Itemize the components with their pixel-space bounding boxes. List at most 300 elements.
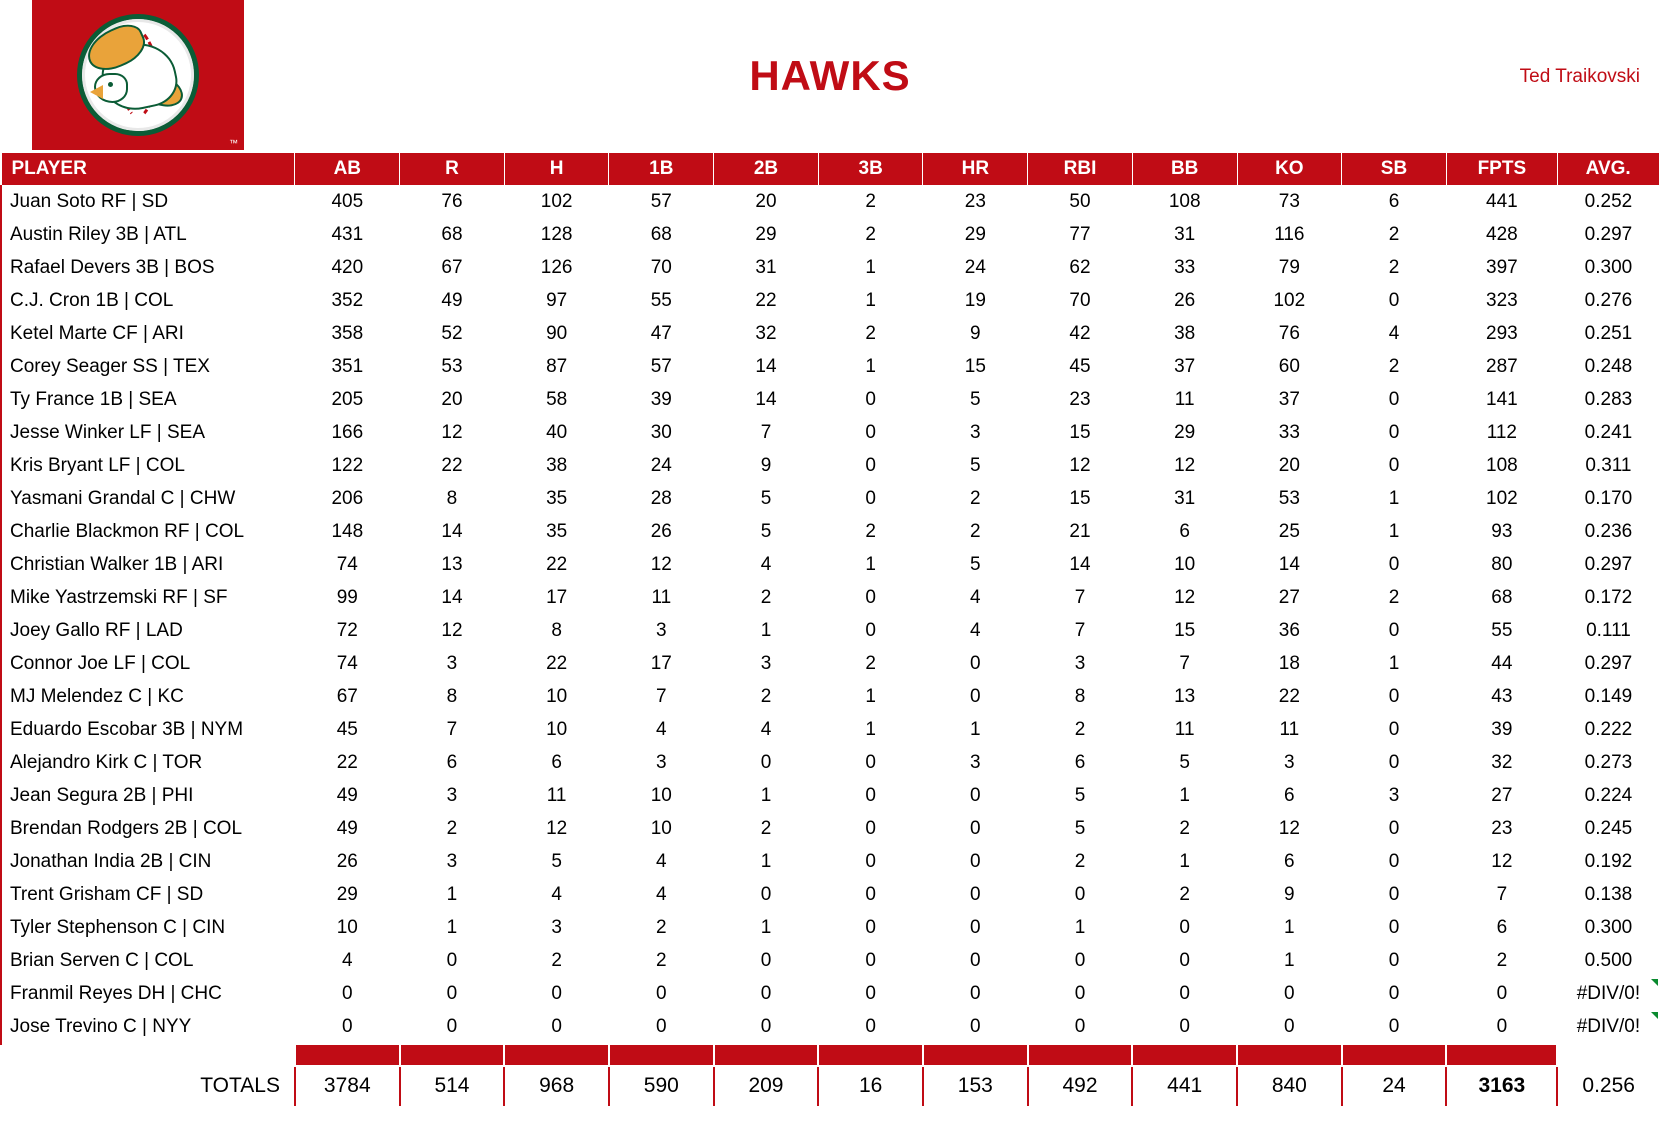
cell-r: 53 xyxy=(400,351,505,384)
cell-r: 12 xyxy=(400,615,505,648)
cell-ab: 405 xyxy=(295,186,400,219)
cell-h: 5 xyxy=(504,846,609,879)
cell-avg: 0.300 xyxy=(1557,252,1659,285)
cell-rbi: 1 xyxy=(1028,912,1133,945)
cell-ko: 22 xyxy=(1237,681,1342,714)
cell-h: 4 xyxy=(504,879,609,912)
cell-fpts: 397 xyxy=(1446,252,1557,285)
cell-hr: 0 xyxy=(923,945,1028,978)
cell-2b: 0 xyxy=(714,879,819,912)
cell-r: 8 xyxy=(400,681,505,714)
cell-bb: 0 xyxy=(1132,1011,1237,1044)
cell-player: Franmil Reyes DH | CHC xyxy=(1,978,295,1011)
cell-3b: 1 xyxy=(818,252,923,285)
cell-hr: 5 xyxy=(923,450,1028,483)
cell-1b: 4 xyxy=(609,714,714,747)
cell-2b: 5 xyxy=(714,516,819,549)
cell-r: 14 xyxy=(400,516,505,549)
cell-hr: 2 xyxy=(923,516,1028,549)
cell-fpts: 0 xyxy=(1446,978,1557,1011)
cell-rbi: 2 xyxy=(1028,846,1133,879)
cell-ko: 60 xyxy=(1237,351,1342,384)
cell-3b: 2 xyxy=(818,516,923,549)
cell-player: Austin Riley 3B | ATL xyxy=(1,219,295,252)
cell-avg: #DIV/0! xyxy=(1557,1011,1659,1044)
cell-r: 49 xyxy=(400,285,505,318)
cell-2b: 14 xyxy=(714,384,819,417)
cell-rbi: 62 xyxy=(1028,252,1133,285)
cell-ab: 45 xyxy=(295,714,400,747)
table-row xyxy=(1,252,1659,285)
cell-hr: 4 xyxy=(923,582,1028,615)
cell-ab: 431 xyxy=(295,219,400,252)
cell-1b: 70 xyxy=(609,252,714,285)
cell-ab: 358 xyxy=(295,318,400,351)
cell-r: 8 xyxy=(400,483,505,516)
cell-h: 90 xyxy=(504,318,609,351)
cell-ko: 6 xyxy=(1237,780,1342,813)
cell-ko: 14 xyxy=(1237,549,1342,582)
cell-hr: 0 xyxy=(923,879,1028,912)
cell-avg: 0.311 xyxy=(1557,450,1659,483)
cell-2b: 2 xyxy=(714,582,819,615)
cell-avg: 0.224 xyxy=(1557,780,1659,813)
cell-3b: 1 xyxy=(818,714,923,747)
cell-ko: 79 xyxy=(1237,252,1342,285)
cell-2b: 1 xyxy=(714,780,819,813)
cell-1b: 10 xyxy=(609,813,714,846)
cell-h: 35 xyxy=(504,516,609,549)
cell-ab: 74 xyxy=(295,648,400,681)
cell-bb: 0 xyxy=(1132,912,1237,945)
cell-2b: 1 xyxy=(714,615,819,648)
totals-ko: 840 xyxy=(1237,1066,1342,1106)
cell-3b: 0 xyxy=(818,780,923,813)
cell-sb: 0 xyxy=(1342,417,1447,450)
cell-ko: 36 xyxy=(1237,615,1342,648)
table-row xyxy=(1,318,1659,351)
cell-h: 2 xyxy=(504,945,609,978)
cell-hr: 19 xyxy=(923,285,1028,318)
cell-sb: 0 xyxy=(1342,285,1447,318)
cell-bb: 33 xyxy=(1132,252,1237,285)
cell-rbi: 77 xyxy=(1028,219,1133,252)
cell-fpts: 39 xyxy=(1446,714,1557,747)
cell-1b: 10 xyxy=(609,780,714,813)
cell-sb: 1 xyxy=(1342,516,1447,549)
totals-avg: 0.256 xyxy=(1557,1066,1659,1106)
cell-2b: 5 xyxy=(714,483,819,516)
cell-3b: 0 xyxy=(818,1011,923,1044)
cell-bb: 12 xyxy=(1132,450,1237,483)
cell-fpts: 44 xyxy=(1446,648,1557,681)
cell-fpts: 80 xyxy=(1446,549,1557,582)
cell-bb: 0 xyxy=(1132,945,1237,978)
totals-ab: 3784 xyxy=(295,1066,400,1106)
cell-2b: 31 xyxy=(714,252,819,285)
cell-fpts: 93 xyxy=(1446,516,1557,549)
cell-hr: 23 xyxy=(923,186,1028,219)
cell-hr: 0 xyxy=(923,978,1028,1011)
cell-player: Connor Joe LF | COL xyxy=(1,648,295,681)
cell-sb: 0 xyxy=(1342,615,1447,648)
cell-ab: 26 xyxy=(295,846,400,879)
table-row xyxy=(1,483,1659,516)
cell-sb: 0 xyxy=(1342,1011,1447,1044)
cell-player: Ketel Marte CF | ARI xyxy=(1,318,295,351)
table-row xyxy=(1,417,1659,450)
cell-1b: 28 xyxy=(609,483,714,516)
cell-2b: 9 xyxy=(714,450,819,483)
table-row xyxy=(1,615,1659,648)
cell-2b: 20 xyxy=(714,186,819,219)
cell-3b: 0 xyxy=(818,912,923,945)
cell-h: 97 xyxy=(504,285,609,318)
column-header-avg[interactable]: AVG. xyxy=(1557,153,1659,186)
cell-1b: 30 xyxy=(609,417,714,450)
cell-ab: 205 xyxy=(295,384,400,417)
cell-hr: 1 xyxy=(923,714,1028,747)
table-body xyxy=(1,186,1659,1044)
cell-r: 0 xyxy=(400,978,505,1011)
cell-rbi: 12 xyxy=(1028,450,1133,483)
cell-h: 87 xyxy=(504,351,609,384)
cell-player: Christian Walker 1B | ARI xyxy=(1,549,295,582)
cell-bb: 5 xyxy=(1132,747,1237,780)
table-row xyxy=(1,384,1659,417)
table-row xyxy=(1,219,1659,252)
cell-3b: 0 xyxy=(818,582,923,615)
cell-fpts: 428 xyxy=(1446,219,1557,252)
cell-ab: 148 xyxy=(295,516,400,549)
cell-sb: 0 xyxy=(1342,681,1447,714)
cell-player: Jonathan India 2B | CIN xyxy=(1,846,295,879)
cell-sb: 6 xyxy=(1342,186,1447,219)
cell-player: Tyler Stephenson C | CIN xyxy=(1,912,295,945)
cell-3b: 1 xyxy=(818,681,923,714)
cell-sb: 0 xyxy=(1342,384,1447,417)
column-header-1b[interactable]: 1B xyxy=(609,153,714,186)
table-row xyxy=(1,450,1659,483)
cell-bb: 1 xyxy=(1132,780,1237,813)
cell-ko: 1 xyxy=(1237,945,1342,978)
cell-ko: 102 xyxy=(1237,285,1342,318)
cell-1b: 4 xyxy=(609,879,714,912)
cell-player: Alejandro Kirk C | TOR xyxy=(1,747,295,780)
cell-h: 22 xyxy=(504,549,609,582)
cell-fpts: 7 xyxy=(1446,879,1557,912)
cell-2b: 32 xyxy=(714,318,819,351)
cell-fpts: 32 xyxy=(1446,747,1557,780)
totals-rbi: 492 xyxy=(1028,1066,1133,1106)
cell-sb: 0 xyxy=(1342,813,1447,846)
cell-h: 8 xyxy=(504,615,609,648)
cell-ab: 122 xyxy=(295,450,400,483)
column-header-3b[interactable]: 3B xyxy=(818,153,923,186)
cell-2b: 3 xyxy=(714,648,819,681)
table-row xyxy=(1,582,1659,615)
table-row xyxy=(1,945,1659,978)
cell-sb: 0 xyxy=(1342,714,1447,747)
cell-1b: 39 xyxy=(609,384,714,417)
table-footer xyxy=(1,1044,1659,1106)
cell-2b: 0 xyxy=(714,978,819,1011)
cell-sb: 3 xyxy=(1342,780,1447,813)
cell-1b: 3 xyxy=(609,615,714,648)
cell-bb: 31 xyxy=(1132,483,1237,516)
cell-fpts: 0 xyxy=(1446,1011,1557,1044)
cell-ko: 1 xyxy=(1237,912,1342,945)
cell-ko: 33 xyxy=(1237,417,1342,450)
cell-avg: 0.236 xyxy=(1557,516,1659,549)
cell-rbi: 5 xyxy=(1028,780,1133,813)
cell-r: 0 xyxy=(400,1011,505,1044)
cell-ab: 0 xyxy=(295,978,400,1011)
cell-player: Brian Serven C | COL xyxy=(1,945,295,978)
table-row xyxy=(1,978,1659,1011)
cell-fpts: 43 xyxy=(1446,681,1557,714)
cell-bb: 29 xyxy=(1132,417,1237,450)
cell-avg: 0.297 xyxy=(1557,549,1659,582)
cell-1b: 0 xyxy=(609,978,714,1011)
column-header-player[interactable]: PLAYER xyxy=(1,153,295,186)
cell-hr: 3 xyxy=(923,417,1028,450)
cell-h: 35 xyxy=(504,483,609,516)
cell-hr: 0 xyxy=(923,912,1028,945)
totals-sb: 24 xyxy=(1342,1066,1447,1106)
cell-avg: 0.245 xyxy=(1557,813,1659,846)
cell-ab: 22 xyxy=(295,747,400,780)
cell-fpts: 287 xyxy=(1446,351,1557,384)
cell-r: 7 xyxy=(400,714,505,747)
cell-bb: 31 xyxy=(1132,219,1237,252)
cell-bb: 2 xyxy=(1132,813,1237,846)
totals-2b: 209 xyxy=(714,1066,819,1106)
cell-rbi: 7 xyxy=(1028,582,1133,615)
cell-3b: 0 xyxy=(818,615,923,648)
column-header-r[interactable]: R xyxy=(400,153,505,186)
cell-fpts: 6 xyxy=(1446,912,1557,945)
cell-bb: 37 xyxy=(1132,351,1237,384)
player-stats-table xyxy=(0,152,1660,1106)
cell-bb: 108 xyxy=(1132,186,1237,219)
cell-ab: 74 xyxy=(295,549,400,582)
cell-r: 0 xyxy=(400,945,505,978)
cell-3b: 0 xyxy=(818,417,923,450)
cell-h: 10 xyxy=(504,714,609,747)
cell-ko: 11 xyxy=(1237,714,1342,747)
cell-rbi: 42 xyxy=(1028,318,1133,351)
cell-bb: 2 xyxy=(1132,879,1237,912)
cell-ab: 0 xyxy=(295,1011,400,1044)
cell-h: 38 xyxy=(504,450,609,483)
cell-3b: 0 xyxy=(818,450,923,483)
cell-ab: 99 xyxy=(295,582,400,615)
totals-r: 514 xyxy=(400,1066,505,1106)
totals-fpts: 3163 xyxy=(1446,1066,1557,1106)
cell-r: 12 xyxy=(400,417,505,450)
cell-fpts: 2 xyxy=(1446,945,1557,978)
cell-fpts: 102 xyxy=(1446,483,1557,516)
cell-hr: 0 xyxy=(923,648,1028,681)
cell-1b: 17 xyxy=(609,648,714,681)
cell-player: Yasmani Grandal C | CHW xyxy=(1,483,295,516)
cell-1b: 3 xyxy=(609,747,714,780)
table-row xyxy=(1,285,1659,318)
cell-ko: 116 xyxy=(1237,219,1342,252)
cell-r: 6 xyxy=(400,747,505,780)
cell-avg: 0.297 xyxy=(1557,219,1659,252)
cell-h: 22 xyxy=(504,648,609,681)
cell-3b: 2 xyxy=(818,186,923,219)
cell-ab: 352 xyxy=(295,285,400,318)
cell-r: 67 xyxy=(400,252,505,285)
cell-avg: 0.283 xyxy=(1557,384,1659,417)
cell-2b: 2 xyxy=(714,813,819,846)
cell-rbi: 0 xyxy=(1028,1011,1133,1044)
cell-player: Jean Segura 2B | PHI xyxy=(1,780,295,813)
cell-hr: 5 xyxy=(923,384,1028,417)
cell-3b: 0 xyxy=(818,747,923,780)
column-header-fpts[interactable]: FPTS xyxy=(1446,153,1557,186)
cell-sb: 0 xyxy=(1342,879,1447,912)
column-header-ko[interactable]: KO xyxy=(1237,153,1342,186)
cell-player: Joey Gallo RF | LAD xyxy=(1,615,295,648)
cell-3b: 2 xyxy=(818,648,923,681)
cell-3b: 0 xyxy=(818,978,923,1011)
cell-player: Brendan Rodgers 2B | COL xyxy=(1,813,295,846)
cell-sb: 2 xyxy=(1342,252,1447,285)
cell-ko: 9 xyxy=(1237,879,1342,912)
cell-r: 13 xyxy=(400,549,505,582)
cell-3b: 1 xyxy=(818,351,923,384)
cell-avg: 0.248 xyxy=(1557,351,1659,384)
cell-3b: 0 xyxy=(818,846,923,879)
cell-player: Rafael Devers 3B | BOS xyxy=(1,252,295,285)
cell-rbi: 15 xyxy=(1028,483,1133,516)
totals-row xyxy=(1,1066,1659,1106)
totals-hr: 153 xyxy=(923,1066,1028,1106)
cell-fpts: 23 xyxy=(1446,813,1557,846)
cell-2b: 2 xyxy=(714,681,819,714)
column-header-2b[interactable]: 2B xyxy=(714,153,819,186)
cell-2b: 0 xyxy=(714,945,819,978)
totals-1b: 590 xyxy=(609,1066,714,1106)
cell-player: MJ Melendez C | KC xyxy=(1,681,295,714)
cell-ko: 73 xyxy=(1237,186,1342,219)
cell-bb: 10 xyxy=(1132,549,1237,582)
cell-avg: 0.149 xyxy=(1557,681,1659,714)
cell-2b: 0 xyxy=(714,747,819,780)
trademark-mark: ™ xyxy=(229,138,238,148)
cell-bb: 0 xyxy=(1132,978,1237,1011)
cell-ko: 25 xyxy=(1237,516,1342,549)
cell-2b: 0 xyxy=(714,1011,819,1044)
cell-avg: 0.500 xyxy=(1557,945,1659,978)
cell-rbi: 8 xyxy=(1028,681,1133,714)
cell-rbi: 70 xyxy=(1028,285,1133,318)
column-header-rbi[interactable]: RBI xyxy=(1028,153,1133,186)
cell-1b: 47 xyxy=(609,318,714,351)
cell-rbi: 45 xyxy=(1028,351,1133,384)
cell-h: 10 xyxy=(504,681,609,714)
cell-hr: 0 xyxy=(923,681,1028,714)
cell-sb: 0 xyxy=(1342,450,1447,483)
cell-1b: 55 xyxy=(609,285,714,318)
cell-sb: 2 xyxy=(1342,219,1447,252)
cell-h: 126 xyxy=(504,252,609,285)
cell-ab: 166 xyxy=(295,417,400,450)
cell-2b: 4 xyxy=(714,549,819,582)
column-header-ab[interactable]: AB xyxy=(295,153,400,186)
cell-ko: 76 xyxy=(1237,318,1342,351)
column-header-sb[interactable]: SB xyxy=(1342,153,1447,186)
cell-fpts: 323 xyxy=(1446,285,1557,318)
cell-h: 0 xyxy=(504,1011,609,1044)
cell-avg: 0.241 xyxy=(1557,417,1659,450)
cell-r: 76 xyxy=(400,186,505,219)
cell-fpts: 441 xyxy=(1446,186,1557,219)
cell-rbi: 2 xyxy=(1028,714,1133,747)
cell-rbi: 0 xyxy=(1028,978,1133,1011)
cell-2b: 29 xyxy=(714,219,819,252)
cell-sb: 2 xyxy=(1342,582,1447,615)
cell-rbi: 5 xyxy=(1028,813,1133,846)
cell-ko: 12 xyxy=(1237,813,1342,846)
cell-r: 68 xyxy=(400,219,505,252)
cell-sb: 0 xyxy=(1342,978,1447,1011)
cell-sb: 1 xyxy=(1342,648,1447,681)
cell-rbi: 14 xyxy=(1028,549,1133,582)
cell-h: 58 xyxy=(504,384,609,417)
table-row xyxy=(1,912,1659,945)
cell-hr: 4 xyxy=(923,615,1028,648)
cell-player: Jose Trevino C | NYY xyxy=(1,1011,295,1044)
cell-hr: 29 xyxy=(923,219,1028,252)
table-row xyxy=(1,813,1659,846)
cell-sb: 0 xyxy=(1342,912,1447,945)
column-header-h[interactable]: H xyxy=(504,153,609,186)
cell-player: C.J. Cron 1B | COL xyxy=(1,285,295,318)
cell-h: 6 xyxy=(504,747,609,780)
cell-bb: 6 xyxy=(1132,516,1237,549)
cell-3b: 1 xyxy=(818,285,923,318)
cell-ab: 420 xyxy=(295,252,400,285)
table-row xyxy=(1,1011,1659,1044)
cell-avg: 0.222 xyxy=(1557,714,1659,747)
cell-1b: 24 xyxy=(609,450,714,483)
cell-r: 1 xyxy=(400,879,505,912)
table-row xyxy=(1,714,1659,747)
column-header-hr[interactable]: HR xyxy=(923,153,1028,186)
table-header-row xyxy=(1,153,1659,186)
cell-ab: 206 xyxy=(295,483,400,516)
cell-1b: 2 xyxy=(609,945,714,978)
cell-ab: 4 xyxy=(295,945,400,978)
cell-ab: 29 xyxy=(295,879,400,912)
cell-ko: 37 xyxy=(1237,384,1342,417)
cell-r: 3 xyxy=(400,780,505,813)
column-header-bb[interactable]: BB xyxy=(1132,153,1237,186)
cell-rbi: 7 xyxy=(1028,615,1133,648)
cell-player: Trent Grisham CF | SD xyxy=(1,879,295,912)
cell-hr: 0 xyxy=(923,1011,1028,1044)
cell-hr: 5 xyxy=(923,549,1028,582)
cell-hr: 3 xyxy=(923,747,1028,780)
cell-1b: 57 xyxy=(609,351,714,384)
cell-hr: 2 xyxy=(923,483,1028,516)
cell-ko: 53 xyxy=(1237,483,1342,516)
